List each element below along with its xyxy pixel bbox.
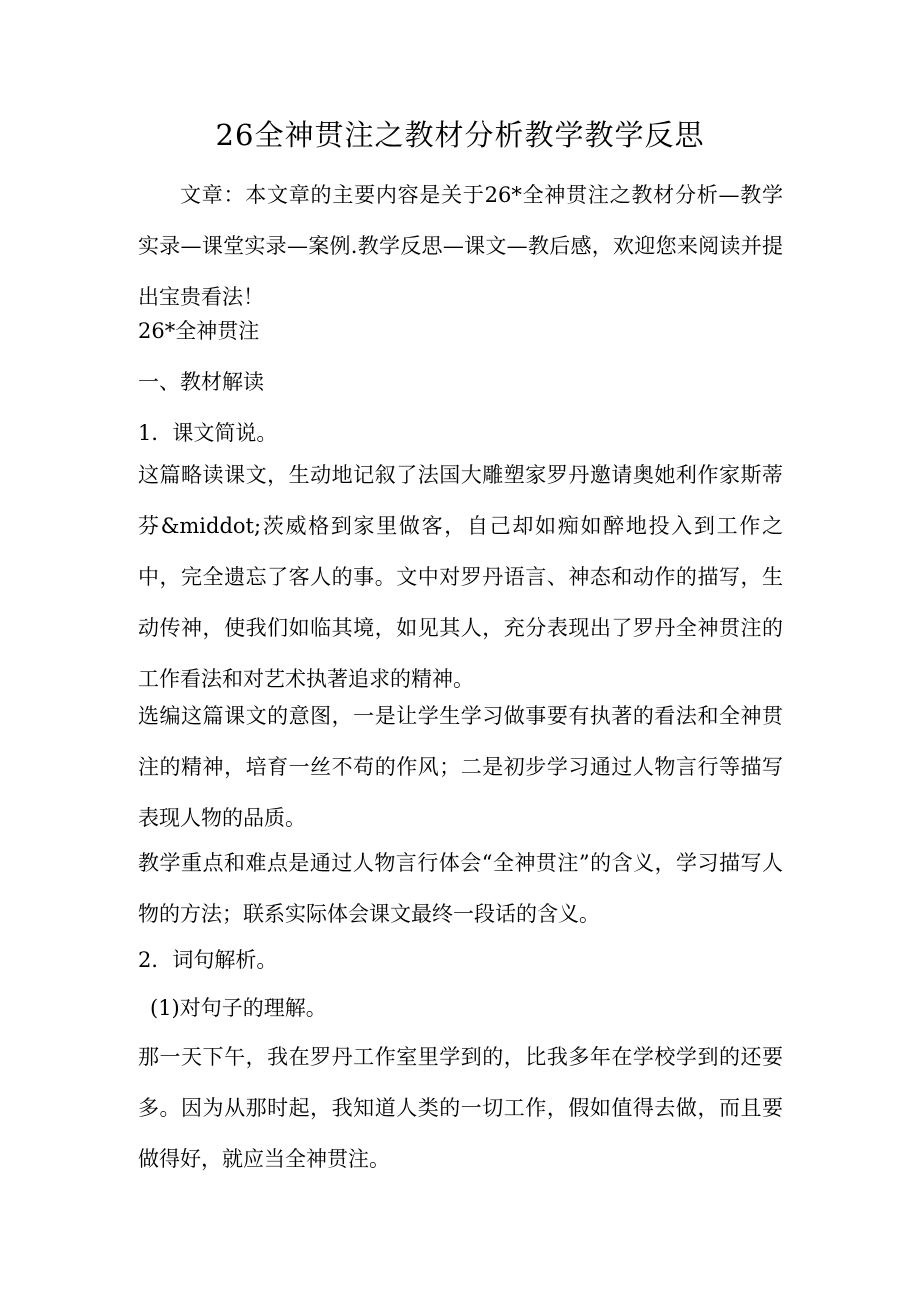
- body-paragraph: 那一天下午，我在罗丹工作室里学到的，比我多年在学校学到的还要多。因为从那时起，我知道人类的一切工作，假如值得去做，而且要做得好，就应当全神贯注。: [138, 1045, 783, 1171]
- body-paragraph: 选编这篇课文的意图，一是让学生学习做事要有执著的看法和全神贯注的精神，培育一丝不苟的作风；二是初步学习通过人物言行等描写表现人物的品质。: [138, 704, 783, 830]
- body-paragraph: 这篇略读课文，生动地记叙了法国大雕塑家罗丹邀请奥她利作家斯蒂芬&middot;茨威格到家里做客，自己却如痴如醉地投入到工作之中，完全遗忘了客人的事。文中对罗丹语言、神态和动作的描写，生动传神，使我们如临其境，如见其人，充分表现出了罗丹全神贯注的工作看法和对艺术执著追求的精神。: [138, 463, 783, 691]
- document-title: 26全神贯注之教材分析教学教学反思: [215, 118, 705, 152]
- body-paragraph: 教学重点和难点是通过人物言行体会“全神贯注”的含义，学习描写人物的方法；联系实际体会课文最终一段话的含义。: [138, 851, 783, 926]
- subsection-heading: 2．词句解析。: [138, 948, 278, 972]
- subsection-heading: 1．课文简说。: [138, 421, 278, 445]
- lesson-title: 26*全神贯注: [138, 319, 260, 343]
- section-heading: 一、教材解读: [138, 370, 264, 394]
- intro-paragraph: 文章：本文章的主要内容是关于26*全神贯注之教材分析—教学实录—课堂实录—案例.教学反思—课文—教后感，欢迎您来阅读并提出宝贵看法！: [138, 183, 783, 309]
- subsection-heading: (1)对句子的理解。: [150, 996, 327, 1020]
